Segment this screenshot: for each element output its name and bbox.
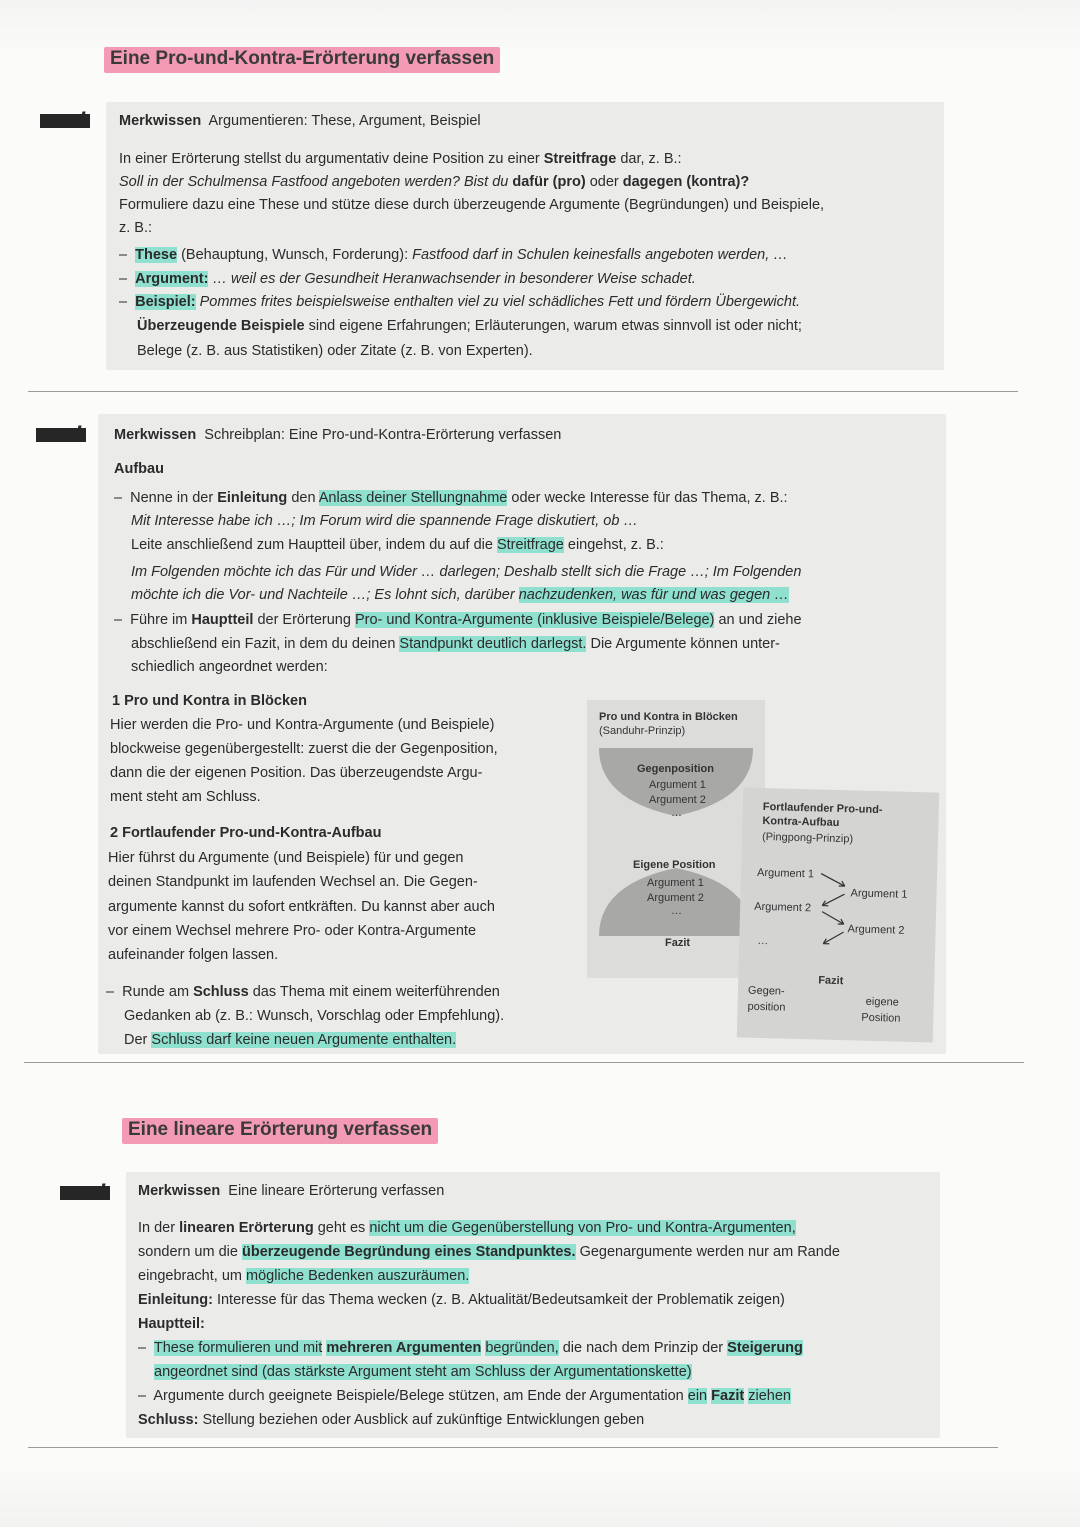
merkwissen-marker-icon bbox=[36, 428, 86, 442]
diagram-sanduhr bbox=[587, 700, 765, 978]
label-argument: Argument 2 bbox=[847, 923, 905, 937]
merkwissen-marker-icon bbox=[60, 1186, 110, 1200]
text-line: Belege (z. B. aus Statistiken) oder Zitate (z. B. von Experten). bbox=[137, 343, 533, 359]
text-line: Überzeugende Beispiele sind eigene Erfahrungen; Erläuterungen, warum etwas sinnvoll ist oder nicht; bbox=[137, 318, 802, 334]
label-argument: Argument 2 bbox=[649, 794, 706, 806]
text-line: Hier führst du Argumente (und Beispiele) für und gegen bbox=[108, 850, 464, 866]
diagram-subtitle: (Pingpong-Prinzip) bbox=[761, 830, 854, 846]
text-line: möchte ich die Vor- und Nachteile …; Es lohnt sich, darüber nachzudenken, was für und was gegen … bbox=[131, 587, 789, 603]
text-line: Hauptteil: bbox=[138, 1316, 205, 1332]
label-dots: … bbox=[671, 905, 682, 917]
section-heading-pro-kontra: Eine Pro-und-Kontra-Erörterung verfassen bbox=[104, 47, 500, 73]
text-line: aufeinander folgen lassen. bbox=[108, 947, 279, 963]
label-eigene-position: eigene bbox=[865, 995, 899, 1009]
text-line: dann die der eigenen Position. Das überzeugendste Argu- bbox=[110, 765, 483, 781]
diagram-title: Pro und Kontra in Blöcken bbox=[599, 711, 738, 723]
text-line: abschließend ein Fazit, in dem du deinen Standpunkt deutlich darlegst. Die Argumente können unter- bbox=[131, 636, 780, 652]
text-line: Einleitung: Interesse für das Thema wecken (z. B. Aktualität/Bedeutsamkeit der Problematik zeigen) bbox=[138, 1292, 785, 1308]
aufbau-heading: Aufbau bbox=[114, 461, 164, 477]
label-dots: … bbox=[671, 807, 682, 819]
label-fazit: Fazit bbox=[665, 937, 691, 949]
text-line: Formuliere dazu eine These und stütze diese durch überzeugende Argumente (Begründungen) und Beispiele, bbox=[119, 197, 825, 213]
merkwissen-marker-icon bbox=[40, 114, 90, 128]
text-line: – Nenne in der Einleitung den Anlass deiner Stellungnahme oder wecke Interesse für das Thema, z. B.: bbox=[114, 490, 788, 506]
label-gegenposition: Gegen- bbox=[747, 984, 785, 998]
text-line: Gedanken ab (z. B.: Wunsch, Vorschlag oder Empfehlung). bbox=[124, 1008, 505, 1024]
merkwissen-title: Merkwissen Schreibplan: Eine Pro-und-Kontra-Erörterung verfassen bbox=[114, 427, 562, 443]
divider bbox=[24, 1062, 1024, 1063]
label-eigene-position: Eigene Position bbox=[633, 859, 716, 871]
subheading-bloecke: 1 Pro und Kontra in Blöcken bbox=[112, 693, 307, 709]
label-eigene-position: Position bbox=[861, 1011, 901, 1025]
text-line: Hier werden die Pro- und Kontra-Argumente (und Beispiele) bbox=[110, 717, 495, 733]
label-argument: Argument 1 bbox=[649, 779, 706, 791]
label-argument: Argument 1 bbox=[647, 877, 704, 889]
bullet-argument: – Argument: … weil es der Gesundheit Heranwachsender in besonderer Weise schadet. bbox=[119, 271, 696, 287]
bullet-beispiel: – Beispiel: Pommes frites beispielsweise enthalten viel zu viel schädliches Fett und fördern Übergewicht. bbox=[119, 294, 801, 310]
text-line: blockweise gegenübergestellt: zuerst die der Gegenposition, bbox=[110, 741, 498, 757]
label-dots: … bbox=[757, 934, 769, 948]
diagram-title: Fortlaufender Pro-und- bbox=[762, 800, 883, 817]
text-line: angeordnet sind (das stärkste Argument steht am Schluss der Argumentationskette) bbox=[154, 1364, 692, 1380]
text-line: eingebracht, um mögliche Bedenken auszuräumen. bbox=[138, 1268, 470, 1284]
text-line: – Argumente durch geeignete Beispiele/Belege stützen, am Ende der Argumentation ein Fazit ziehen bbox=[138, 1388, 791, 1404]
text-line: – Runde am Schluss das Thema mit einem weiterführenden bbox=[106, 984, 500, 1000]
text-line: schiedlich angeordnet werden: bbox=[131, 659, 328, 675]
label-argument: Argument 1 bbox=[756, 866, 815, 881]
diagram-subtitle: (Sanduhr-Prinzip) bbox=[599, 725, 686, 737]
text-line: sondern um die überzeugende Begründung eines Standpunktes. Gegenargumente werden nur am Rande bbox=[138, 1244, 840, 1260]
text-line: z. B.: bbox=[119, 220, 153, 236]
section-heading-linear: Eine lineare Erörterung verfassen bbox=[122, 1118, 438, 1144]
label-argument: Argument 1 bbox=[850, 887, 908, 901]
merkwissen-title: Merkwissen Argumentieren: These, Argument, Beispiel bbox=[119, 113, 481, 129]
text-line: Der Schluss darf keine neuen Argumente enthalten. bbox=[124, 1032, 457, 1048]
text-line: – Führe im Hauptteil der Erörterung Pro- und Kontra-Argumente (inklusive Beispiele/Belege) an und ziehe bbox=[114, 612, 802, 628]
text-line: Schluss: Stellung beziehen oder Ausblick auf zukünftige Entwicklungen geben bbox=[138, 1412, 645, 1428]
label-argument: Argument 2 bbox=[647, 892, 704, 904]
divider bbox=[28, 1447, 998, 1448]
diagram-title: Kontra-Aufbau bbox=[762, 814, 840, 830]
bullet-these: – These (Behauptung, Wunsch, Forderung): Fastfood darf in Schulen keinesfalls angeboten werden, … bbox=[119, 247, 788, 263]
text-line: argumente kannst du sofort entkräften. Du kannst aber auch bbox=[108, 899, 495, 915]
label-gegenposition: position bbox=[747, 1000, 786, 1014]
text-line: Mit Interesse habe ich …; Im Forum wird die spannende Frage diskutiert, ob … bbox=[131, 513, 638, 529]
text-line: In einer Erörterung stellst du argumentativ deine Position zu einer Streitfrage dar, z. B.: bbox=[119, 151, 682, 167]
text-line: deinen Standpunkt im laufenden Wechsel an. Die Gegen- bbox=[108, 874, 478, 890]
text-line: – These formulieren und mit mehreren Argumenten begründen, die nach dem Prinzip der Steigerung bbox=[138, 1340, 803, 1356]
label-argument: Argument 2 bbox=[754, 900, 812, 915]
diagram-pingpong bbox=[737, 787, 939, 1042]
text-line: Leite anschließend zum Hauptteil über, indem du auf die Streitfrage eingehst, z. B.: bbox=[131, 537, 664, 553]
text-line: vor einem Wechsel mehrere Pro- oder Kontra-Argumente bbox=[108, 923, 477, 939]
label-gegenposition: Gegenposition bbox=[637, 763, 714, 775]
text-line: Im Folgenden möchte ich das Für und Wider … darlegen; Deshalb stellt sich die Frage …; Im Folgenden bbox=[131, 564, 802, 580]
merkwissen-title: Merkwissen Eine lineare Erörterung verfassen bbox=[138, 1183, 445, 1199]
text-line: Soll in der Schulmensa Fastfood angeboten werden? Bist du dafür (pro) oder dagegen (kontra)? bbox=[119, 174, 750, 190]
divider bbox=[28, 391, 1018, 392]
text-line: ment steht am Schluss. bbox=[110, 789, 261, 805]
text-line: In der linearen Erörterung geht es nicht um die Gegenüberstellung von Pro- und Kontra-Argumenten, bbox=[138, 1220, 796, 1236]
label-fazit: Fazit bbox=[818, 974, 844, 988]
subheading-fortlaufend: 2 Fortlaufender Pro-und-Kontra-Aufbau bbox=[110, 825, 382, 841]
